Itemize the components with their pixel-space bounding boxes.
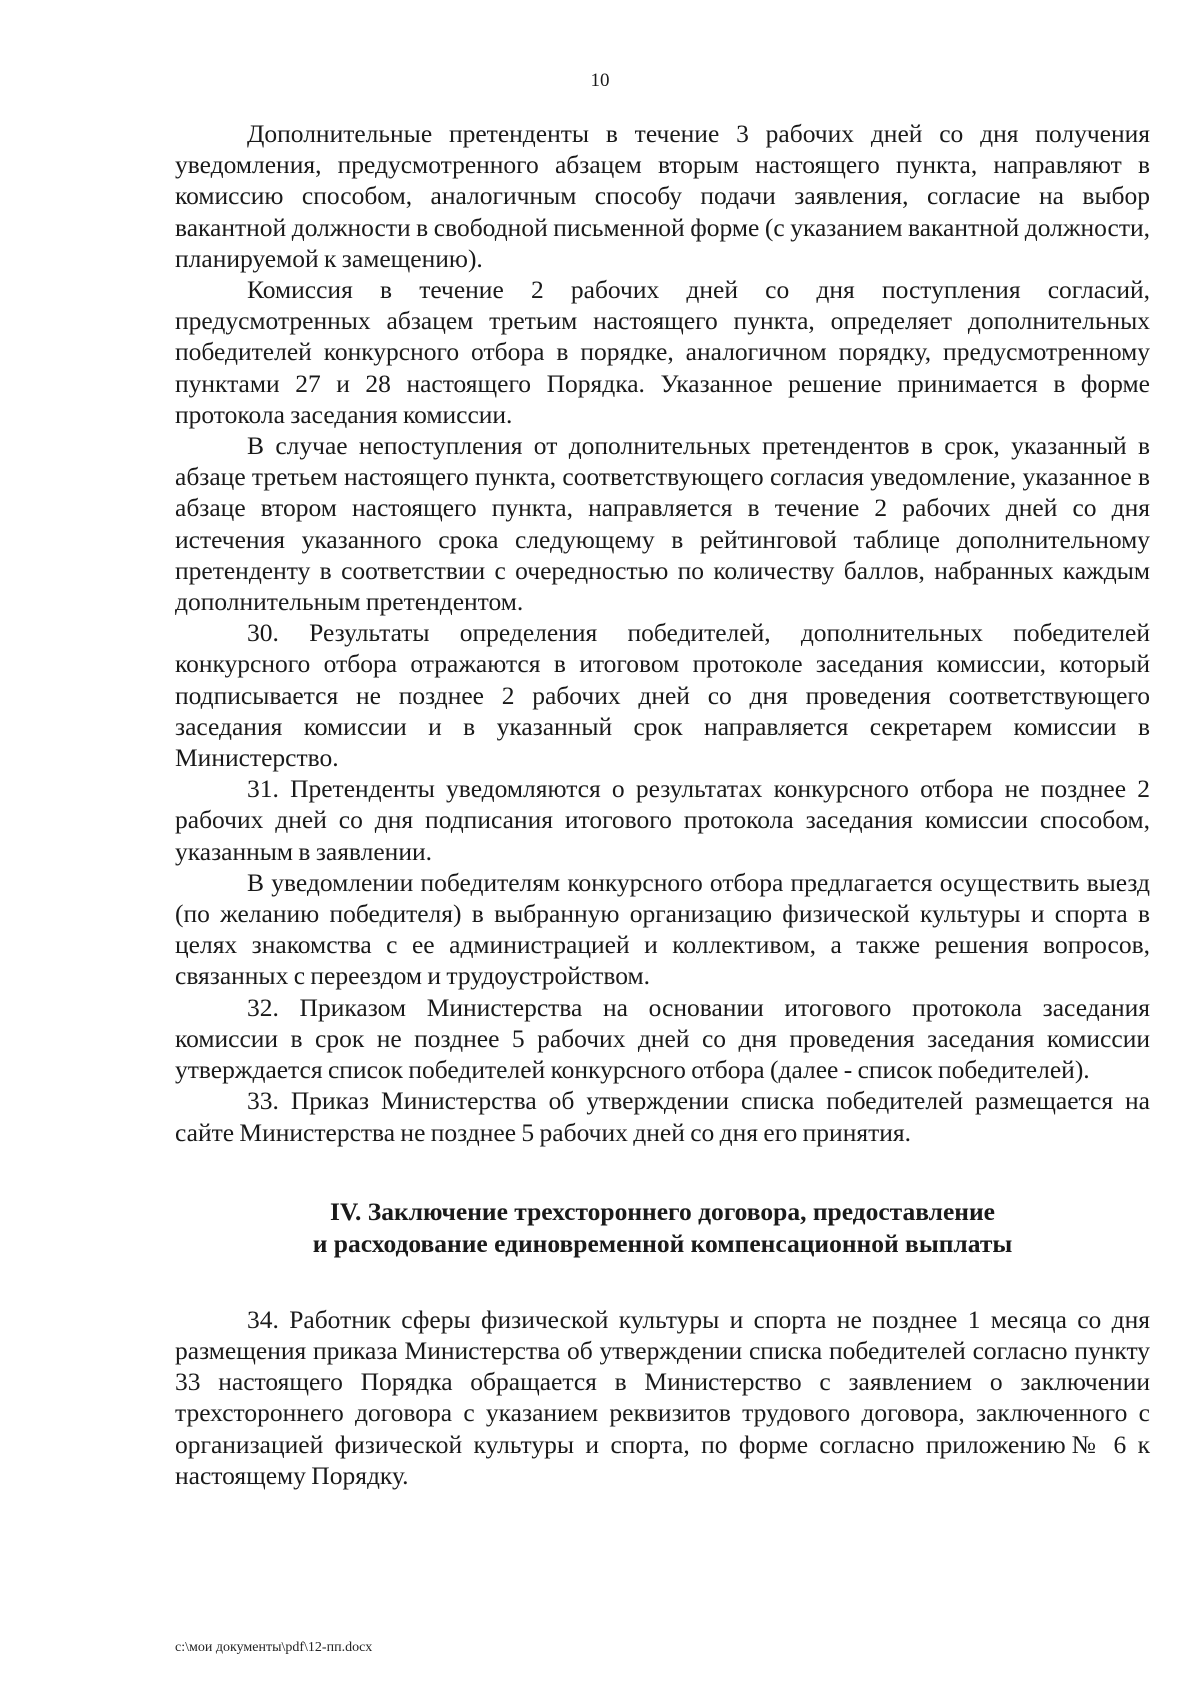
paragraph-item-34: 34. Работник сферы физической культуры и спорта не позднее 1 месяца со дня размещения приказа Министерства об утверждении списка победителей согласно пункту 33 настоящего Порядка обращается в Министерство с заявлением о заключении трехстороннего договора с указанием реквизитов трудового договора, заключенного с организацией физической культуры и спорта, по форме согласно приложению№ 6 к настоящему Порядку. [175, 1304, 1150, 1490]
paragraph-item-30: 30. Результаты определения победителей, дополнительных победителей конкурсного отбора отражаются в итоговом протоколе заседания комиссии, который подписывается не позднее 2 рабочих дней со дня проведения соответствующего заседания комиссии и в указанный срок направляется секретарем комиссии в Министерство. [175, 618, 1150, 773]
section-title-line-2: и расходование единовременной компенсационной выплаты [312, 1228, 1013, 1258]
paragraph: Дополнительные претенденты в течение 3 рабочих дней со дня получения уведомления, предусмотренного абзацем вторым настоящего пункта, направляют в комиссию способом, аналогичным способу подачи заявления, согласие на выбор вакантной должности в свободной письменной форме (с указанием вакантной должности, планируемой к замещению). [175, 119, 1150, 273]
page-number: 10 [590, 70, 610, 91]
section-title-line-1: IV. Заключение трехстороннего договора, предоставление [329, 1196, 996, 1226]
paragraph-item-32: 32. Приказом Министерства на основании итогового протокола заседания комиссии в срок не позднее 5 рабочих дней со дня проведения заседания комиссии утверждается список победителей конкурсного отбора (далее - список победителей). [175, 992, 1150, 1085]
section-title [175, 1196, 1150, 1260]
paragraph: Комиссия в течение 2 рабочих дней со дня поступления согласий, предусмотренных абзацем третьим настоящего пункта, определяет дополнительных победителей конкурсного отбора в порядке, аналогичном порядку, предусмотренному пунктами 27 и 28 настоящего Порядка. Указанное решение принимается в форме протокола заседания комиссии. [175, 275, 1150, 429]
paragraph: В уведомлении победителям конкурсного отбора предлагается осуществить выезд (по желанию победителя) в выбранную организацию физической культуры и спорта в целях знакомства с ее администрацией и коллективом, а также решения вопросов, связанных с переездом и трудоустройством. [175, 867, 1150, 991]
paragraph-item-31: 31. Претенденты уведомляются о результатах конкурсного отбора не позднее 2 рабочих дней со дня подписания итогового протокола заседания комиссии способом, указанным в заявлении. [175, 774, 1150, 866]
paragraph-item-33: 33. Приказ Министерства об утверждении списка победителей размещается на сайте Министерства не позднее 5 рабочих дней со дня его принятия. [175, 1086, 1150, 1147]
document-body [175, 118, 1150, 1491]
footer-file-path: c:\мои документы\pdf\12-пп.docx [175, 1640, 373, 1655]
paragraph: В случае непоступления от дополнительных претендентов в срок, указанный в абзаце третьем настоящего пункта, соответствующего согласия уведомление, указанное в абзаце втором настоящего пункта, направляется в течение 2 рабочих дней со дня истечения указанного срока следующему в рейтинговой таблице дополнительному претенденту в соответствии с очередностью по количеству баллов, набранных каждым дополнительным претендентом. [175, 431, 1150, 617]
